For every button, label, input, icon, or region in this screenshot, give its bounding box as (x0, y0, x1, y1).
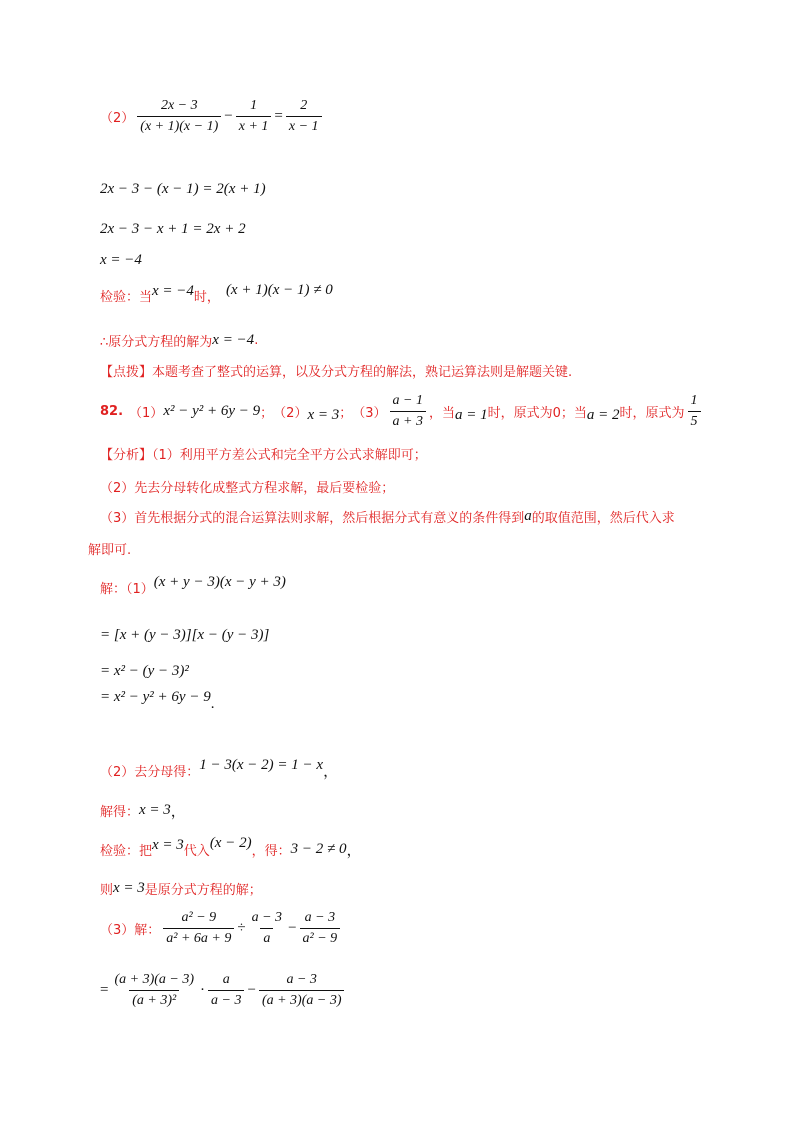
analysis-3: （3）首先根据分式的混合运算法则求解，然后根据分式有意义的条件得到 a 的取值范围，然后代入求 (100, 507, 675, 526)
analysis-2: （2）先去分母转化成整式方程求解，最后要检验； (100, 480, 395, 496)
p3-frac-2: $\frac{a - 3}{a}$ (251, 909, 283, 946)
equals-sign: = (274, 107, 283, 124)
fraction-1: $\frac{2x - 3}{(x + 1)(x - 1)}$ (137, 98, 221, 135)
therefore-line: ∴原分式方程的解为 x = −4 . (100, 331, 259, 350)
step-2c: x = −4 (100, 251, 142, 268)
solution-1-step3: = x² − (y − 3)² (100, 662, 189, 679)
p3b-frac-3: $\frac{a - 3}{(a + 3)(a - 3)}$ (259, 972, 345, 1009)
step-2a: 2x − 3 − (x − 1) = 2(x + 1) (100, 180, 266, 197)
value-fraction: $\frac{1}{5}$ (688, 393, 701, 430)
minus-sign: − (224, 107, 233, 124)
jiede-line: 解得： x = 3 ， (100, 801, 186, 820)
part3-expression: （3）解： $\frac{\text{a² − 9}}{\text{a² + 6a + 9}}$ ÷ $\frac{a - 3}{a}$ − $\frac{a - 3}{\text{a² − 9}}$ (100, 913, 343, 943)
analysis-3-cont: 解即可. (88, 542, 132, 558)
fraction-3: $\frac{2}{x - 1}$ (286, 98, 322, 135)
part2-solution: （2）去分母得： 1 − 3(x − 2) = 1 − x ， (100, 756, 339, 780)
answer-fraction: $\frac{a - 1}{a + 3}$ (390, 393, 426, 430)
part2-equation (100, 97, 325, 134)
solution-1-step2: = [x + (y − 3)][x − (y − 3)] (100, 626, 270, 643)
dianbo-note: 【点拨】本题考查了整式的运算，以及分式方程的解法，熟记运算法则是解题关键. (100, 364, 573, 380)
q82-number: 82. (100, 403, 124, 419)
p3b-frac-2: $\frac{a}{a - 3}$ (208, 972, 244, 1009)
part2-label: （2） (100, 110, 135, 126)
check-line-1: 检验：当 x = −4 时， (x + 1)(x − 1) ≠ 0 (100, 281, 333, 305)
step-2b: 2x − 3 − x + 1 = 2x + 2 (100, 220, 246, 237)
conclusion-line: 则 x = 3 是原分式方程的解； (100, 879, 262, 898)
p3-frac-1: $\frac{\text{a² − 9}}{\text{a² + 6a + 9}}$ (163, 910, 234, 947)
part3-step2: = $\frac{(a + 3)(a - 3)}{\text{(a + 3)²}}$ · $\frac{a}{a - 3}$ − $\frac{a - 3}{(a + 3)(a - 3)}$ (100, 975, 347, 1005)
p3b-frac-1: $\frac{(a + 3)(a - 3)}{\text{(a + 3)²}}$ (114, 971, 195, 1008)
check-line-2: 检验：把 x = 3 代入 (x − 2) ，得： 3 − 2 ≠ 0 ， (100, 834, 362, 859)
fraction-2: $\frac{1}{x + 1}$ (236, 98, 272, 135)
analysis-1: 【分析】（1）利用平方差公式和完全平方公式求解即可； (100, 447, 427, 463)
q82-answer-line: 82. （1） x² − y² + 6y − 9 ； （2） x = 3 ； （3） $\frac{a - 1}{a + 3}$ ，当 a = 1 时，原式为0；当 a = 2 时，原式为 $\frac{1}{5}$ (100, 396, 704, 426)
p3-frac-3: $\frac{a - 3}{\text{a² − 9}}$ (300, 910, 341, 947)
solution-1-start: 解：（1） (x + y − 3)(x − y + 3) (100, 573, 286, 597)
solution-1-step4: = x² − y² + 6y − 9 . (100, 688, 215, 712)
